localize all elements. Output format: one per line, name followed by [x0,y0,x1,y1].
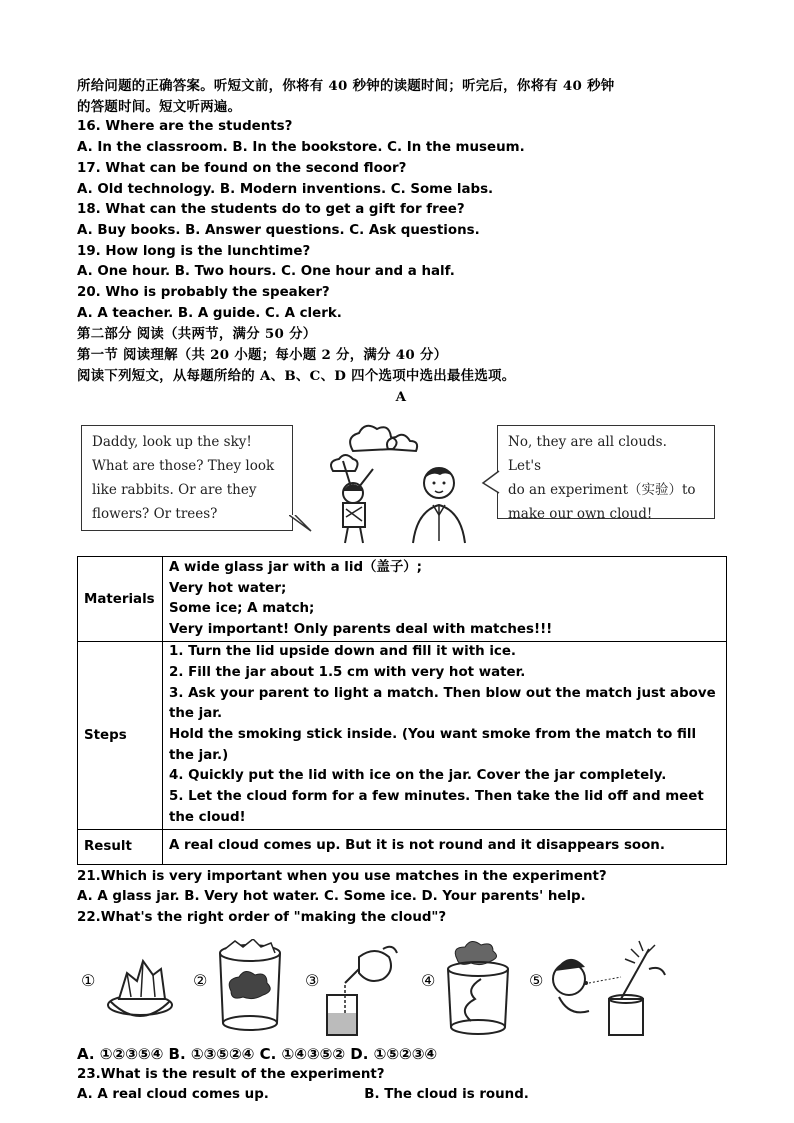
bubble-line: flowers? Or trees? [92,506,218,523]
speech-bubble-child [81,425,293,531]
jar-with-cloud-picture [215,939,285,1039]
question-18-options: A. Buy books. B. Answer questions. C. Ask questions. [77,222,480,238]
option-b: B. The cloud is round. [364,1087,529,1103]
bubble-line: do an experiment（实验）to [508,482,696,499]
passage-label: A [395,388,407,405]
picture-label-2: ② [193,970,208,990]
ice-bowl-picture [105,939,175,1039]
question-19: 19. How long is the lunchtime? [77,243,311,259]
option-a: A. A real cloud comes up. [77,1087,269,1103]
question-21: 21.Which is very important when you use matches in the experiment? [77,868,607,884]
question-22: 22.What's the right order of "making the cloud"? [77,909,447,925]
question-20-options: A. A teacher. B. A guide. C. A clerk. [77,305,342,321]
intro-line-2: 的答题时间。短文听两遍。 [77,98,242,115]
question-17: 17. What can be found on the second floor? [77,160,407,176]
picture-label-4: ④ [421,970,436,990]
material-item: Some ice; A match; [169,601,315,617]
table-row-steps [78,642,727,829]
jar-with-smoke-picture [443,939,513,1039]
picture-label-5: ⑤ [529,970,544,990]
question-19-options: A. One hour. B. Two hours. C. One hour and a half. [77,264,455,280]
listening-questions [77,117,725,324]
step-item: Hold the smoking stick inside. (You want smoke from the match to fill the jar.) [169,727,697,763]
question-22-options: A. ①②③⑤④ B. ①③⑤②④ C. ①④③⑤② D. ①⑤②③④ [77,1044,438,1063]
bubble-line: like rabbits. Or are they [92,482,257,499]
bubble-line: make our own cloud! [508,506,653,523]
comic-illustration [77,421,717,546]
question-21-options: A. A glass jar. B. Very hot water. C. Some ice. D. Your parents' help. [77,889,586,905]
step-item: 4. Quickly put the lid with ice on the jar. Cover the jar completely. [169,768,667,784]
result-content: A real cloud comes up. But it is not round and it disappears soon. [163,829,727,864]
step-item: 3. Ask your parent to light a match. Then blow out the match just above the jar. [169,685,716,722]
bubble-tail-left [289,515,313,535]
part2-title: 第二部分 阅读（共两节，满分 50 分） [77,326,317,343]
table-row-result [78,829,727,864]
bubble-line: No, they are all clouds. Let's [508,434,667,475]
bubble-tail-right [481,467,501,497]
result-label: Result [78,829,163,864]
question-23-options [77,1085,725,1106]
intro-line-1: 所给问题的正确答案。听短文前，你将有 40 秒钟的读题时间；听完后，你将有 40 秒钟 [77,78,615,94]
picture-label-1: ① [81,970,96,990]
steps-label: Steps [78,642,163,829]
material-item: Very important! Only parents deal with matches!!! [169,621,553,637]
reading-instruction: 阅读下列短文，从每题所给的 A、B、C、D 四个选项中选出最佳选项。 [77,367,516,384]
step-item: 5. Let the cloud form for a few minutes. Then take the lid off and meet the cloud! [169,789,704,825]
question-16-options: A. In the classroom. B. In the bookstore. C. In the museum. [77,140,525,156]
step-pictures [77,939,677,1039]
experiment-table [77,556,727,864]
material-item: Very hot water; [169,580,287,596]
question-17-options: A. Old technology. B. Modern inventions. C. Some labs. [77,181,494,197]
picture-label-3: ③ [305,970,320,990]
child-and-father-drawing [313,421,493,546]
bubble-line: Daddy, look up the sky! [92,434,252,451]
steps-content [163,642,727,829]
exam-page [77,76,725,1106]
speech-bubble-father [497,425,715,523]
question-20: 20. Who is probably the speaker? [77,285,330,301]
step-item: 1. Turn the lid upside down and fill it with ice. [169,644,517,660]
materials-label: Materials [78,557,163,642]
section1-title: 第一节 阅读理解（共 20 小题；每小题 2 分，满分 40 分） [77,347,448,364]
question-23: 23.What is the result of the experiment? [77,1066,385,1082]
step-item: 2. Fill the jar about 1.5 cm with very hot water. [169,664,526,680]
question-18: 18. What can the students do to get a gift for free? [77,202,465,218]
material-item: A wide glass jar with a lid（盖子）; [169,559,422,575]
question-16: 16. Where are the students? [77,119,293,135]
bubble-line: What are those? They look [92,458,275,475]
pouring-water-picture [325,939,405,1039]
blowing-match-picture [549,939,669,1039]
table-row-materials [78,557,727,642]
materials-content [163,557,727,642]
